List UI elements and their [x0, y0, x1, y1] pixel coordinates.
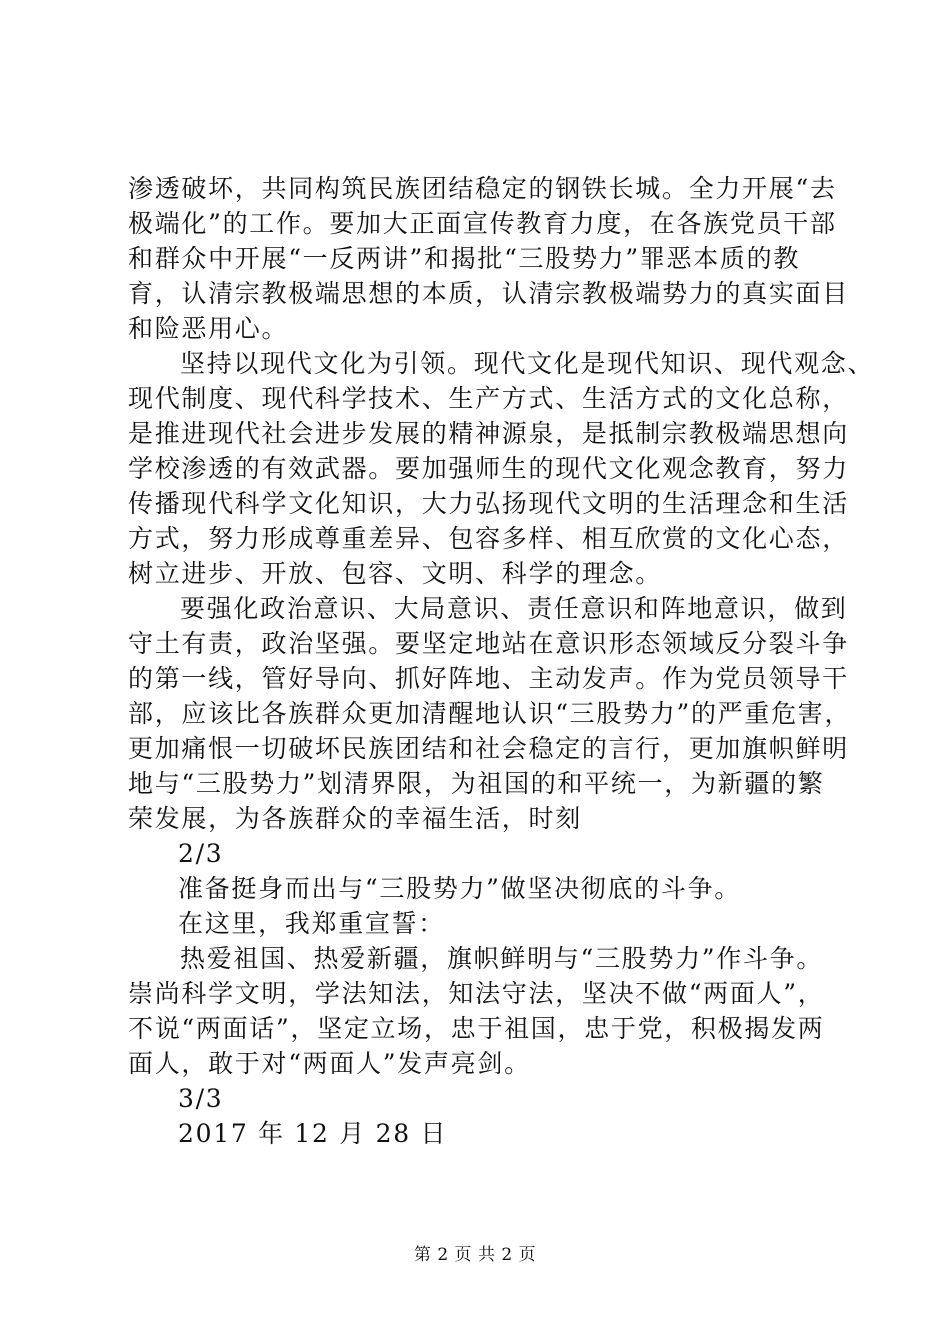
date-line: 2017 年 12 月 28 日 — [178, 1119, 448, 1148]
text-line: 面人，敢于对“两面人”发声亮剑。 — [128, 1049, 531, 1078]
text-line: 崇尚科学文明，学法知法，知法守法，坚决不做“两面人”， — [128, 979, 825, 1008]
text-line: 的第一线，管好导向、抓好阵地、主动发声。作为党员领导干 — [128, 664, 849, 693]
text-line: 守土有责，政治坚强。要坚定地站在意识形态领域反分裂斗争 — [128, 629, 849, 658]
text-line: 在这里，我郑重宣誓： — [178, 909, 446, 938]
text-line: 渗透破坏，共同构筑民族团结稳定的钢铁长城。全力开展“去 — [128, 174, 837, 203]
document-body — [128, 171, 875, 1151]
text-line: 育，认清宗教极端思想的本质，认清宗教极端势力的真实面目 — [128, 279, 849, 308]
text-line: 学校渗透的有效武器。要加强师生的现代文化观念教育，努力 — [128, 454, 849, 483]
text-line: 是推进现代社会进步发展的精神源泉，是抵制宗教极端思想向 — [128, 419, 849, 448]
paragraph-start-line: 热爱祖国、热爱新疆，旗帜鲜明与“三股势力”作斗争。 — [180, 944, 824, 973]
text-line: 和险恶用心。 — [128, 314, 289, 343]
text-line: 准备挺身而出与“三股势力”做坚决彻底的斗争。 — [178, 874, 741, 903]
page-marker: 2/3 — [178, 839, 224, 868]
page-marker: 3/3 — [178, 1084, 224, 1113]
text-line: 更加痛恨一切破坏民族团结和社会稳定的言行，更加旗帜鲜明 — [128, 734, 849, 763]
text-line: 不说“两面话”，坚定立场，忠于祖国，忠于党，积极揭发两 — [128, 1014, 825, 1043]
page-footer: 第 2 页 共 2 页 — [413, 1245, 537, 1265]
text-line: 传播现代科学文化知识，大力弘扬现代文明的生活理念和生活 — [128, 489, 849, 518]
text-line: 极端化”的工作。要加大正面宣传教育力度，在各族党员干部 — [128, 209, 837, 238]
text-line: 现代制度、现代科学技术、生产方式、生活方式的文化总称， — [128, 384, 849, 413]
text-line: 树立进步、开放、包容、文明、科学的理念。 — [128, 559, 663, 588]
text-line: 地与“三股势力”划清界限，为祖国的和平统一，为新疆的繁 — [128, 769, 825, 798]
text-line: 方式，努力形成尊重差异、包容多样、相互欣赏的文化心态， — [128, 524, 849, 553]
text-line: 部，应该比各族群众更加清醒地认识“三股势力”的严重危害， — [128, 699, 852, 728]
paragraph-start-line: 要强化政治意识、大局意识、责任意识和阵地意识，做到 — [180, 594, 848, 623]
text-line: 和群众中开展“一反两讲”和揭批“三股势力”罪恶本质的教 — [128, 244, 801, 273]
text-line: 荣发展，为各族群众的幸福生活，时刻 — [128, 804, 582, 833]
paragraph-start-line: 坚持以现代文化为引领。现代文化是现代知识、现代观念、 — [180, 349, 875, 378]
